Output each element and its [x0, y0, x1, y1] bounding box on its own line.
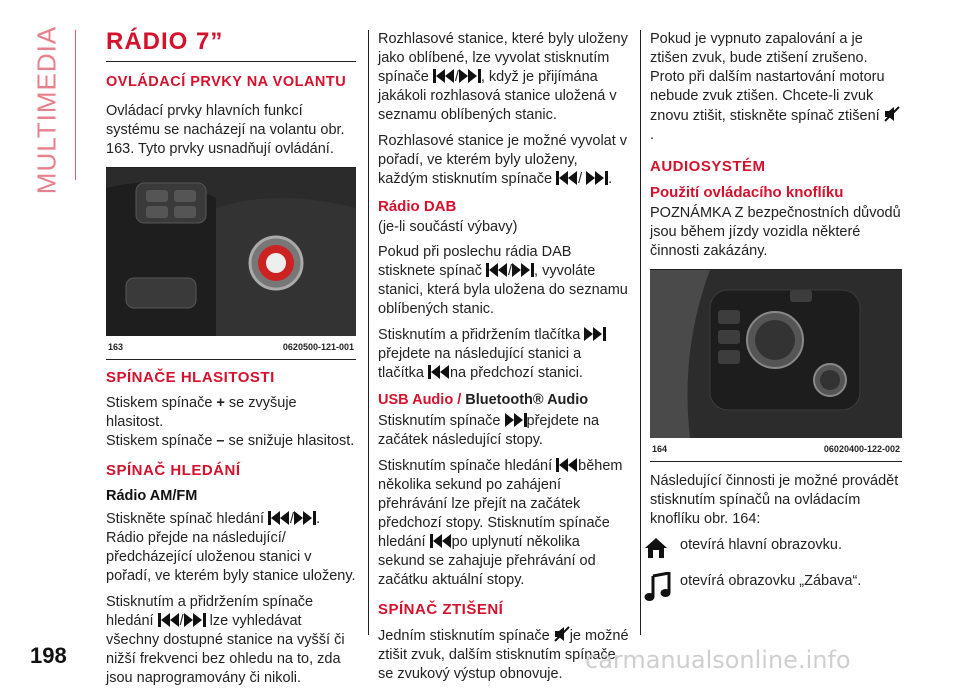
text: Stiskem spínače: [106, 433, 217, 449]
column-3: [650, 30, 902, 614]
text: Rozhlasové stanice, které byly uloženy jako oblíbené, lze vyvolat stisknutím spínače: [378, 31, 628, 85]
list-intro: Následující činnosti je možné provádět stisknutím spínačů na ovládacím knoflíku obr. 164:: [650, 473, 899, 527]
section-title-steering: OVLÁDACÍ PRVKY NA VOLANTU: [106, 74, 347, 90]
section-title-volume: SPÍNAČE HLASITOSTI: [106, 369, 275, 386]
text: , vyvoláte stanici, která byla uložena do seznamu oblíbených stanic.: [378, 263, 628, 317]
previous-track-icon: [556, 458, 578, 472]
next-track-icon: [512, 263, 534, 277]
text: Rozhlasové stanice je možné vyvolat v pořadí, ve kterém byly uloženy, každým stisknutím spínače: [378, 133, 628, 187]
sub-title-dab: Rádio DAB: [378, 198, 457, 215]
text: Stisknutím a přidržením tlačítka: [378, 327, 581, 343]
text: na předchozí stanici.: [449, 365, 583, 381]
list-item: [650, 536, 902, 566]
page-number: 198: [30, 643, 67, 668]
previous-track-icon: [428, 365, 450, 379]
previous-track-icon: [486, 263, 508, 277]
section-side-label: MULTIMEDIA: [31, 25, 62, 195]
figure-number: 163: [108, 342, 124, 352]
title-rule: [106, 61, 356, 62]
next-track-icon: [586, 171, 608, 185]
figure-code: 0620500-121-001: [282, 342, 354, 352]
next-track-icon: [505, 413, 527, 427]
text: Stisknutím spínače hledání: [378, 458, 553, 474]
home-icon: [644, 536, 668, 560]
previous-track-icon: [433, 69, 455, 83]
sub-title-usb: [378, 391, 630, 410]
text: , když je přijímána jakákoli rozhlasová stanice uložená v seznamu oblíbených stanic.: [378, 69, 617, 123]
next-track-icon: [459, 69, 481, 83]
bluetooth-label: Bluetooth® Audio: [465, 392, 589, 408]
intro-text: Ovládací prvky hlavních funkcí systému se nacházejí na volantu obr. 163. Tyto prvky usnadňují ovládání.: [106, 103, 345, 157]
column-separator: [640, 30, 641, 635]
sub-title-radio: Rádio AM/FM: [106, 488, 198, 504]
column-1: RÁDIO 7” OVLÁDACÍ PRVKY NA VOLANTU Ovládací prvky hlavních funkcí systému se nacházejí na volantu obr. 163. Tyto prvky usnadňují ovládání. 163 0620500-121-001 SPÍNAČE HLASITOSTI Stiskem spínače + se zvyšuje hlasitost. Stiskem spínače – se snižuje hlasitost. SPÍNAČ HLEDÁNÍ Rádio AM/FM Stiskněte spínač hledání / . Rádio přejde na následující/ předcházející uloženou stanici v pořadí, ve kterém byly stanice uloženy. Stisknutím a přidržením spínače hledání / lze vyhledávat všechny dostupné stanice na vyšší či nižší frekvenci bez ohledu na to, zda jsou naprogramovány či nikoli.: [106, 28, 356, 686]
home-description: otevírá hlavní obrazovku.: [680, 537, 843, 553]
sub-title-knob: Použití ovládacího knoflíku: [650, 184, 844, 201]
list-item: [650, 572, 902, 608]
previous-track-icon: [556, 171, 578, 185]
column-2: Rozhlasové stanice, které byly uloženy jako oblíbené, lze vyvolat stisknutím spínače / , když je přijímána jakákoli rozhlasová stanice uložená v seznamu oblíbených stanic. Rozhlasové stanice je možné vyvolat v pořadí, ve kterém byly uloženy, každým stisknutím spínače / . Rádio DAB (je-li součástí výbavy) Pokud při poslechu rádia DAB stisknete spínač / , vyvoláte stanici, která byla uložena do seznamu oblíbených stanic. Stisknutím a přidržením tlačítka přejdete na následující stanici a tlačítka na předchozí stanici. USB Audio / Bluetooth® Audio Stisknutím spínače přejdete na začátek následující stopy. Stisknutím spínače hledání během několika sekund po zahájení přehrávání lze přejít na začátek předchozí stopy. Stisknutím spínače hledání po uplynutí několika sekund se zahajuje přehrávání od začátku aktuální stopy. SPÍNAČ ZTIŠENÍ Jedním stisknutím spínače je možné ztišit zvuk, dalším stisknutím spínače se zvukový výstup obnovuje.: [378, 31, 629, 682]
column-separator: [368, 30, 369, 635]
mute-icon: [884, 106, 900, 122]
minus-symbol: –: [216, 433, 225, 449]
text: lze vyhledávat všechny dostupné stanice na vyšší či nižší frekvenci bez ohledu na to, zda jsou naprogramovány či nikoli.: [106, 613, 345, 686]
text: .: [650, 127, 655, 143]
next-track-icon: [184, 613, 206, 627]
figure-164: [650, 269, 902, 462]
previous-track-icon: [158, 613, 180, 627]
text: Pokud při poslechu rádia DAB stisknete spínač: [378, 244, 572, 279]
plus-symbol: +: [216, 395, 225, 411]
watermark: carmanualsonline.info: [585, 646, 851, 674]
figure-code: 06020400-122-002: [823, 444, 900, 454]
text: Stisknutím spínače: [378, 413, 501, 429]
text: je možné ztišit zvuk, dalším stisknutím spínače se zvukový výstup obnovuje.: [378, 628, 629, 682]
steering-wheel-photo: [106, 168, 356, 336]
previous-track-icon: [430, 534, 452, 548]
dab-note: (je-li součástí výbavy): [378, 219, 518, 235]
control-knob-photo: [650, 270, 902, 438]
mute-icon: [554, 626, 570, 642]
text: po uplynutí několika sekund se zahajuje přehrávání od začátku aktuální stopy.: [378, 534, 596, 588]
page-title: RÁDIO 7”: [106, 28, 224, 55]
section-title-mute: SPÍNAČ ZTIŠENÍ: [378, 601, 504, 618]
text: Rádio přejde na následující/ předcházející uloženou stanici v pořadí, ve kterém byly stanice uloženy.: [106, 530, 356, 584]
usb-label: USB Audio /: [378, 392, 466, 408]
text: Stiskem spínače: [106, 395, 217, 411]
note-text: POZNÁMKA Z bezpečnostních důvodů jsou během jízdy vozidla některé činnosti zakázány.: [650, 205, 901, 259]
figure-163: [106, 167, 356, 360]
side-rule: [75, 30, 76, 180]
section-title-audio: AUDIOSYSTÉM: [650, 158, 766, 175]
next-track-icon: [294, 511, 316, 525]
music-note-icon: [644, 572, 672, 602]
text: Stisknutím a přidržením spínače hledání: [106, 594, 314, 629]
text: přejdete na začátek následující stopy.: [378, 413, 600, 448]
section-title-search: SPÍNAČ HLEDÁNÍ: [106, 462, 241, 479]
text: přejdete na následující stanici a tlačítka: [378, 346, 582, 381]
text: Pokud je vypnuto zapalování a je ztišen zvuk, bude ztišení zrušeno. Proto při dalším nastartování motoru nebude zvuk ztišen. Chcete-li zvuk znovu ztišit, stiskněte spínač ztišení: [650, 31, 885, 124]
next-track-icon: [584, 327, 606, 341]
text: se zvyšuje hlasitost.: [106, 395, 297, 430]
text: se snižuje hlasitost.: [224, 433, 355, 449]
text: Stiskněte spínač hledání: [106, 511, 264, 527]
text: Jedním stisknutím spínače: [378, 628, 550, 644]
text: během několika sekund po zahájení přehrávání lze přejít na začátek předchozí stopy. Stisknutím spínače hledání: [378, 458, 623, 550]
figure-number: 164: [652, 444, 668, 454]
music-description: otevírá obrazovku „Zábava“.: [680, 573, 862, 589]
previous-track-icon: [268, 511, 290, 525]
